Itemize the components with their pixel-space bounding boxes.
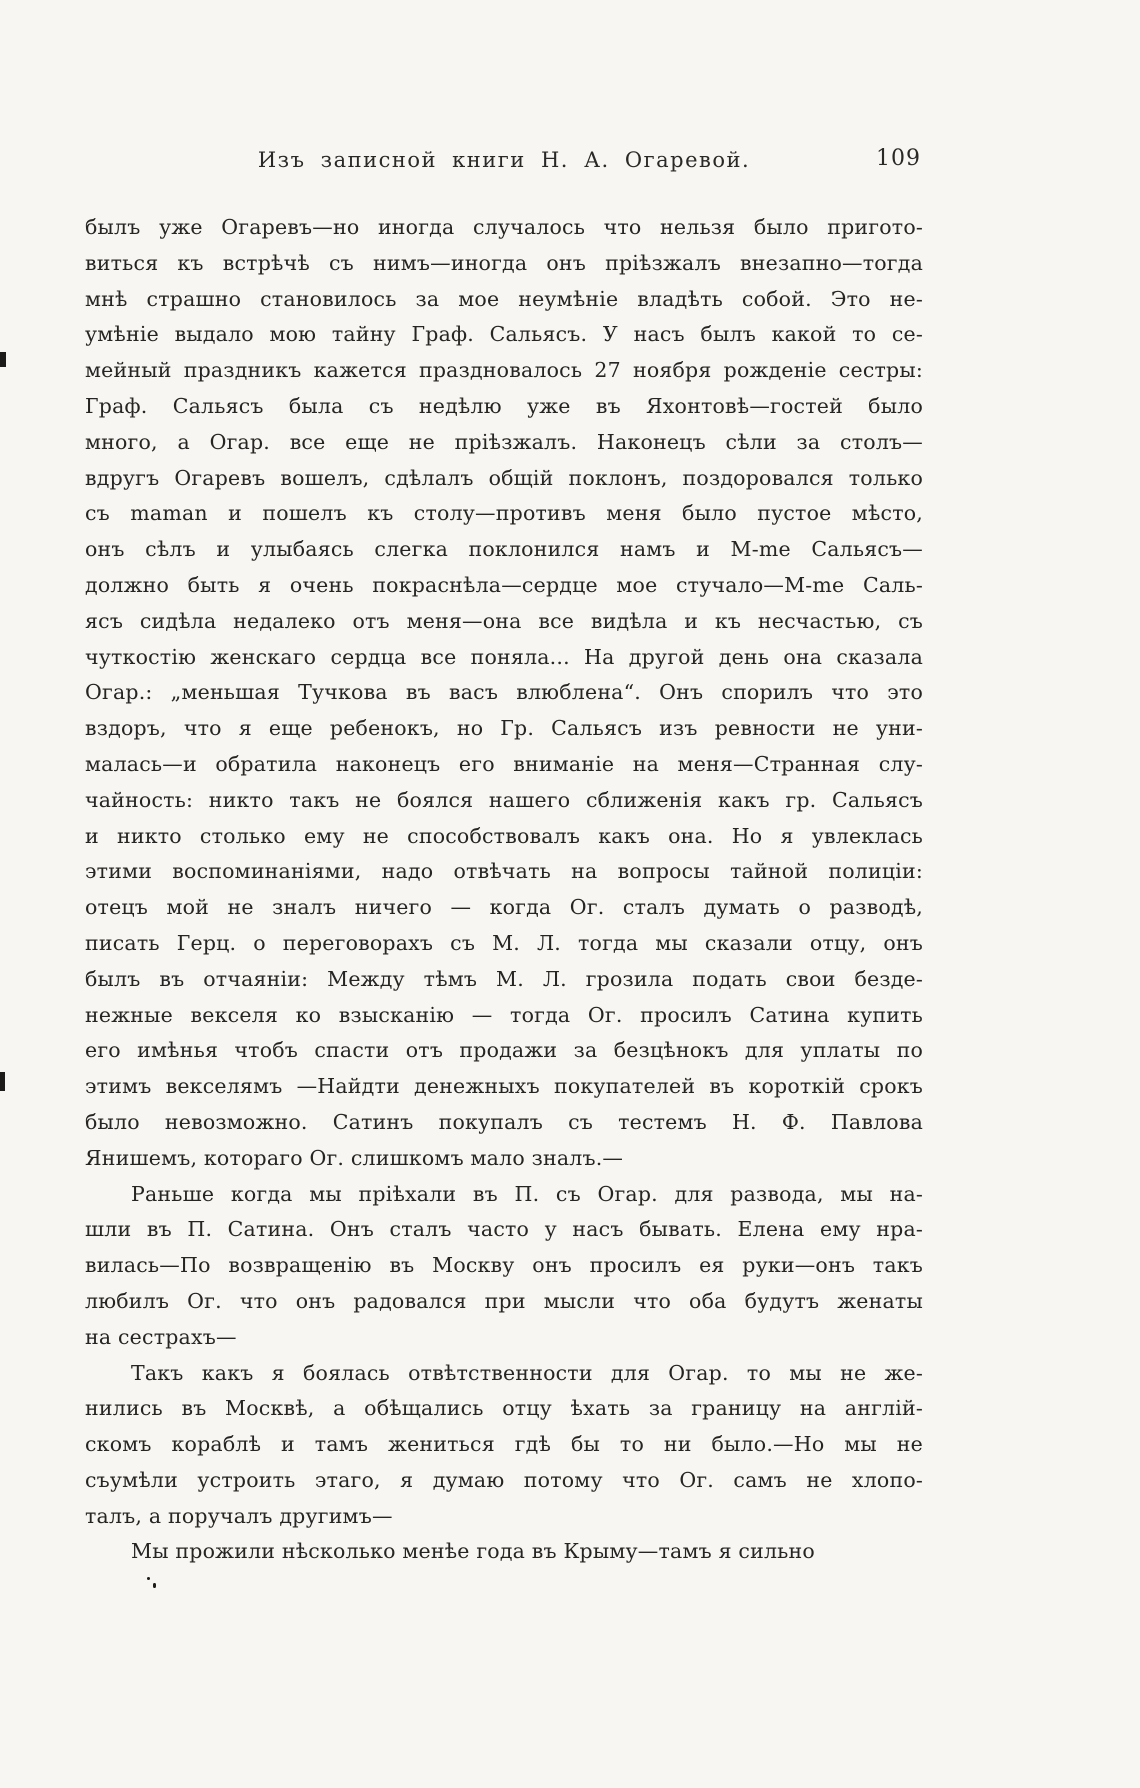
text-line: съумѣли устроить этаго, я думаю потому что Ог. самъ не хлопо- <box>85 1467 923 1492</box>
text-line: съ maman и пошелъ къ столу—противъ меня было пустое мѣсто, <box>85 501 923 526</box>
text-line: виться къ встрѣчѣ съ нимъ—иногда онъ пріѣзжалъ внезапно—тогда <box>85 250 923 275</box>
text-line: мейный праздникъ кажется праздновалось 27 ноября рожденіе сестры: <box>85 358 923 383</box>
scan-artifact <box>0 352 6 367</box>
text-line: былъ въ отчаяніи: Между тѣмъ М. Л. грозила подать свои безде- <box>85 966 923 991</box>
text-line: скомъ кораблѣ и тамъ жениться гдѣ бы то ни было.—Но мы не <box>85 1432 923 1457</box>
text-line: чуткостію женскаго сердца все поняла... На другой день она сказала <box>85 644 923 669</box>
text-line: писать Герц. о переговорахъ съ М. Л. тогда мы сказали отцу, онъ <box>85 930 923 955</box>
text-line: много, а Огар. все еще не пріѣзжалъ. Наконецъ сѣли за столъ— <box>85 429 923 454</box>
text-line: и никто столько ему не способствовалъ какъ она. Но я увлеклась <box>85 823 923 848</box>
scan-artifact <box>0 1072 5 1091</box>
text-line: вздоръ, что я еще ребенокъ, но Гр. Сальясъ изъ ревности не уни- <box>85 716 923 741</box>
text-line: отецъ мой не зналъ ничего — когда Ог. сталъ думать о разводѣ, <box>85 895 923 920</box>
text-line: онъ сѣлъ и улыбаясь слегка поклонился намъ и M-me Сальясъ— <box>85 537 923 562</box>
text-line: любилъ Ог. что онъ радовался при мысли что оба будутъ женаты <box>85 1288 923 1313</box>
text-line: было невозможно. Сатинъ покупалъ съ тестемъ Н. Ф. Павлова <box>85 1109 923 1134</box>
text-line: этимъ векселямъ —Найдти денежныхъ покупателей въ короткій срокъ <box>85 1074 923 1099</box>
text-line: мнѣ страшно становилось за мое неумѣніе владѣть собой. Это не- <box>85 286 923 311</box>
text-line: Граф. Сальясъ была съ недѣлю уже въ Яхонтовѣ—гостей было <box>85 393 923 418</box>
text-line: вдругъ Огаревъ вошелъ, сдѣлалъ общій поклонъ, поздоровался только <box>85 465 923 490</box>
text-line: Огар.: „меньшая Тучкова въ васъ влюблена“. Онъ спорилъ что это <box>85 680 923 705</box>
page-number: 109 <box>876 146 921 171</box>
page-content <box>85 148 923 1570</box>
text-block <box>85 210 923 1570</box>
text-line: умѣніе выдало мою тайну Граф. Сальясъ. У насъ былъ какой то се- <box>85 322 923 347</box>
text-line: Мы прожили нѣсколько менѣе года въ Крыму—тамъ я сильно <box>131 1539 815 1564</box>
running-header <box>85 148 923 192</box>
text-line: вилась—По возвращенію въ Москву онъ просилъ ея руки—онъ такъ <box>85 1253 923 1278</box>
text-line: этими воспоминаніями, надо отвѣчать на вопросы тайной полиціи: <box>85 859 923 884</box>
text-line: шли въ П. Сатина. Онъ сталъ часто у насъ бывать. Елена ему нра- <box>85 1217 923 1242</box>
text-line: талъ, а поручалъ другимъ— <box>85 1503 393 1528</box>
text-line: былъ уже Огаревъ—но иногда случалось что нельзя было пригото- <box>85 215 923 239</box>
text-line: его имѣнья чтобъ спасти отъ продажи за безцѣнокъ для уплаты по <box>85 1038 923 1063</box>
text-line: Янишемъ, котораго Ог. слишкомъ мало зналъ.— <box>85 1145 624 1170</box>
scan-artifact <box>153 1583 156 1588</box>
text-line: Такъ какъ я боялась отвѣтственности для Огар. то мы не же- <box>131 1360 923 1385</box>
scan-artifact <box>147 1577 150 1580</box>
text-line: нились въ Москвѣ, а обѣщались отцу ѣхать за границу на англій- <box>85 1396 923 1421</box>
text-line: на сестрахъ— <box>85 1324 237 1349</box>
text-line: малась—и обратила наконецъ его вниманіе на меня—Странная слу- <box>85 751 923 776</box>
text-line: ясъ сидѣла недалеко отъ меня—она все видѣла и къ несчастью, съ <box>85 608 923 633</box>
text-line: должно быть я очень покраснѣла—сердце мое стучало—M-me Саль- <box>85 572 923 597</box>
running-header-title: Изъ записной книги Н. А. Огаревой. <box>257 148 751 172</box>
text-line: Раньше когда мы пріѣхали въ П. съ Огар. для развода, мы на- <box>131 1181 923 1206</box>
text-line: чайность: никто такъ не боялся нашего сближенія какъ гр. Сальясъ <box>85 787 923 812</box>
text-line: нежные векселя ко взысканію — тогда Ог. просилъ Сатина купить <box>85 1002 923 1027</box>
